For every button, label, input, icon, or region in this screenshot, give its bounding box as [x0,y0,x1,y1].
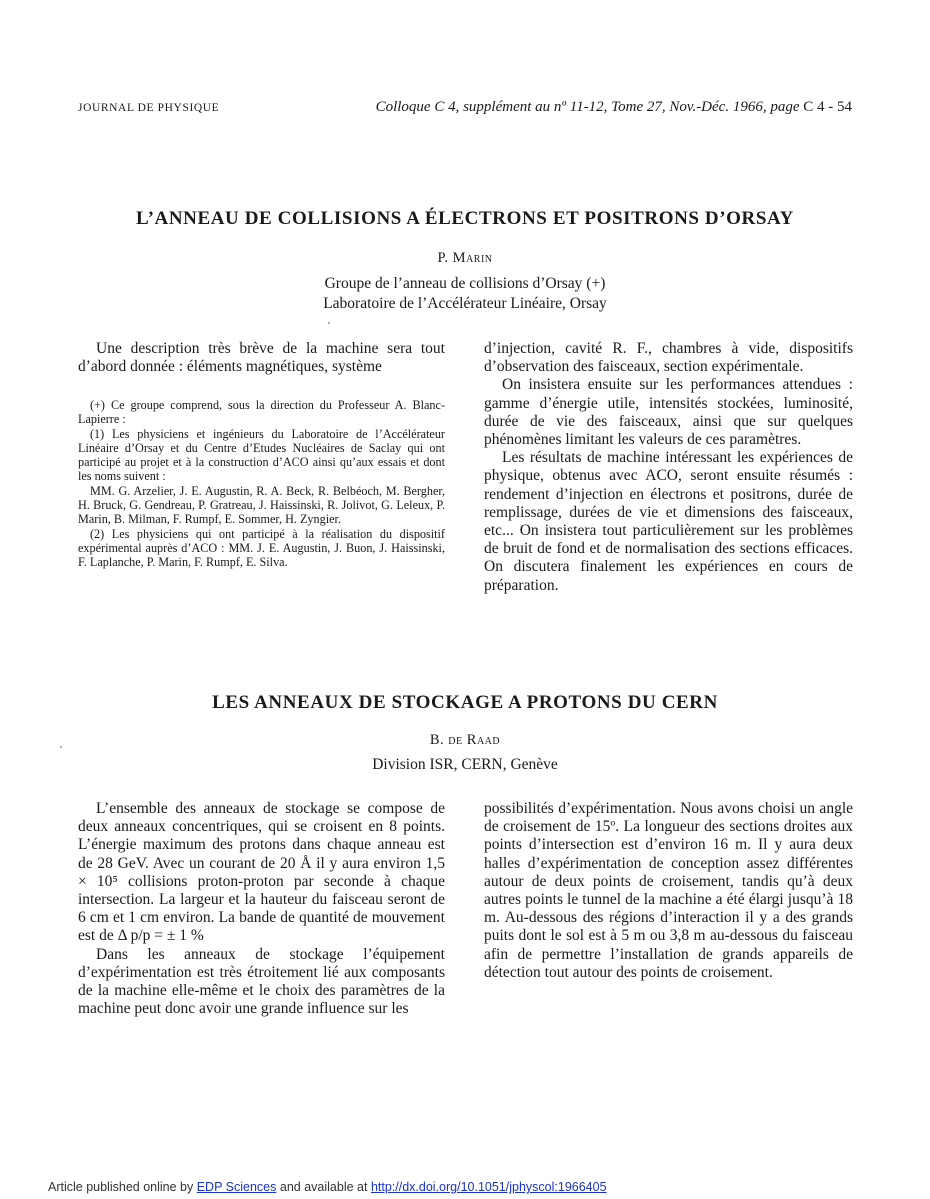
footer-middle: and available at [279,1180,368,1194]
article2-right-column [484,800,853,982]
article1-footnotes [78,398,445,570]
citation-line [376,99,852,116]
article1-affiliation-2: Laboratoire de l’Accélérateur Linéaire, Orsay [323,295,607,312]
article1-para-2: On insistera ensuite sur les performances attendues : gamme d’énergie utile, intensités stockées, luminosité, durée de vie des faisceaux, ainsi que sur quelques phénomènes limitant les valeurs de ces paramètres. [484,376,853,449]
citation-text: Colloque C 4, supplément au nº 11-12, Tome 27, Nov.-Déc. 1966, page [375,99,800,115]
footnote-1: (1) Les physiciens et ingénieurs du Laboratoire de l’Accélérateur Linéaire d’Orsay et du Centre d’Etudes Nucléaires de Saclay qui ont participé au projet et à la construction d’ACO ainsi qu’aux essais et dont les noms suivent : [78,427,445,483]
article1-para-1: d’injection, cavité R. F., chambres à vide, dispositifs d’observation des faisceaux, section expérimentale. [484,340,853,376]
publisher-link[interactable]: EDP Sciences [196,1180,277,1194]
article2-left-column [78,800,445,1018]
article2-title: LES ANNEAUX DE STOCKAGE A PROTONS DU CERN [212,692,718,713]
article1-intro-paragraph: Une description très brève de la machine sera tout d’abord donnée : éléments magnétiques, système [78,340,445,376]
article2-affiliation: Division ISR, CERN, Genève [372,756,558,773]
footer-prefix: Article published online by [48,1180,194,1194]
article2-author: B. de Raad [429,732,501,748]
journal-name: JOURNAL DE PHYSIQUE [78,102,220,114]
article1-affiliation-1: Groupe de l’anneau de collisions d’Orsay (+) [324,275,606,292]
article2-para-2: Dans les anneaux de stockage l’équipement d’expérimentation est très étroitement lié aux composants de la machine elle-même et le choix des paramètres de la machine peut donc avoir une grande influence sur les [78,945,445,1018]
page-number: C 4 - 54 [803,99,852,115]
article1-right-column [484,340,853,595]
article1-para-3: Les résultats de machine intéressant les expériences de physique, obtenus avec ACO, seront ensuite résumés : rendement d’injection en électrons et positrons, durée de remplissage, durées de vie et dimensions des faisceaux, etc... On insistera tout particulièrement sur les problèmes de bruit de fond et de normalisation des sections efficaces. On discutera finalement les expériences en cours de préparation. [484,449,853,594]
article1-title: L’ANNEAU DE COLLISIONS A ÉLECTRONS ET POSITRONS D’ORSAY [136,208,794,229]
article1-left-column [78,340,445,376]
article2-para-continued: possibilités d’expérimentation. Nous avons choisi un angle de croisement de 15º. La longueur des sections droites aux points d’intersection est d’environ 16 m. Il y aura deux halles d’expérimentation de conception assez différentes autour de deux points de croisement, tandis qu’à deux autres points le tunnel de la machine a été élargi jusqu’à 18 m. Au-dessous des régions d’interaction il y a des grands puits dont le sol est à 5 m ou 3,8 m au-dessous du faisceau afin de permettre l’installation de grands appareils de détection tout autour des points de croisement. [484,800,853,981]
footnote-plus: (+) Ce groupe comprend, sous la direction du Professeur A. Blanc-Lapierre : [78,398,445,426]
footnote-2: (2) Les physiciens qui ont participé à la réalisation du dispositif expérimental auprès d’ACO : MM. J. E. Augustin, J. Buon, J. Haissinski, F. Laplanche, P. Marin, F. Rumpf, E. Silva. [78,527,445,569]
article1-author: P. Marin [437,250,493,266]
article2-para-1: L’ensemble des anneaux de stockage se compose de deux anneaux concentriques, qui se croisent en 8 points. L’énergie maximum des protons dans chaque anneau est de 28 GeV. Avec un courant de 20 Å il y aura environ 1,5 × 10⁵ collisions proton-proton par seconde à chaque intersection. La largeur et la hauteur du faisceau seront de 6 cm et 1 cm environ. La bande de quantité de mouvement est de Δ p/p = ± 1 % [78,800,445,945]
scan-speck [60,746,62,748]
scan-speck [328,322,330,324]
doi-link[interactable]: http://dx.doi.org/10.1051/jphyscol:1966405 [370,1180,607,1194]
publication-footer [48,1180,607,1194]
footnote-1-names: MM. G. Arzelier, J. E. Augustin, R. A. Beck, R. Belbéoch, M. Bergher, H. Bruck, G. Gendreau, P. Gratreau, J. Haissinski, R. Jolivot, G. Leleux, P. Marin, B. Milman, F. Rumpf, E. Sommer, H. Zyngier. [78,484,445,526]
